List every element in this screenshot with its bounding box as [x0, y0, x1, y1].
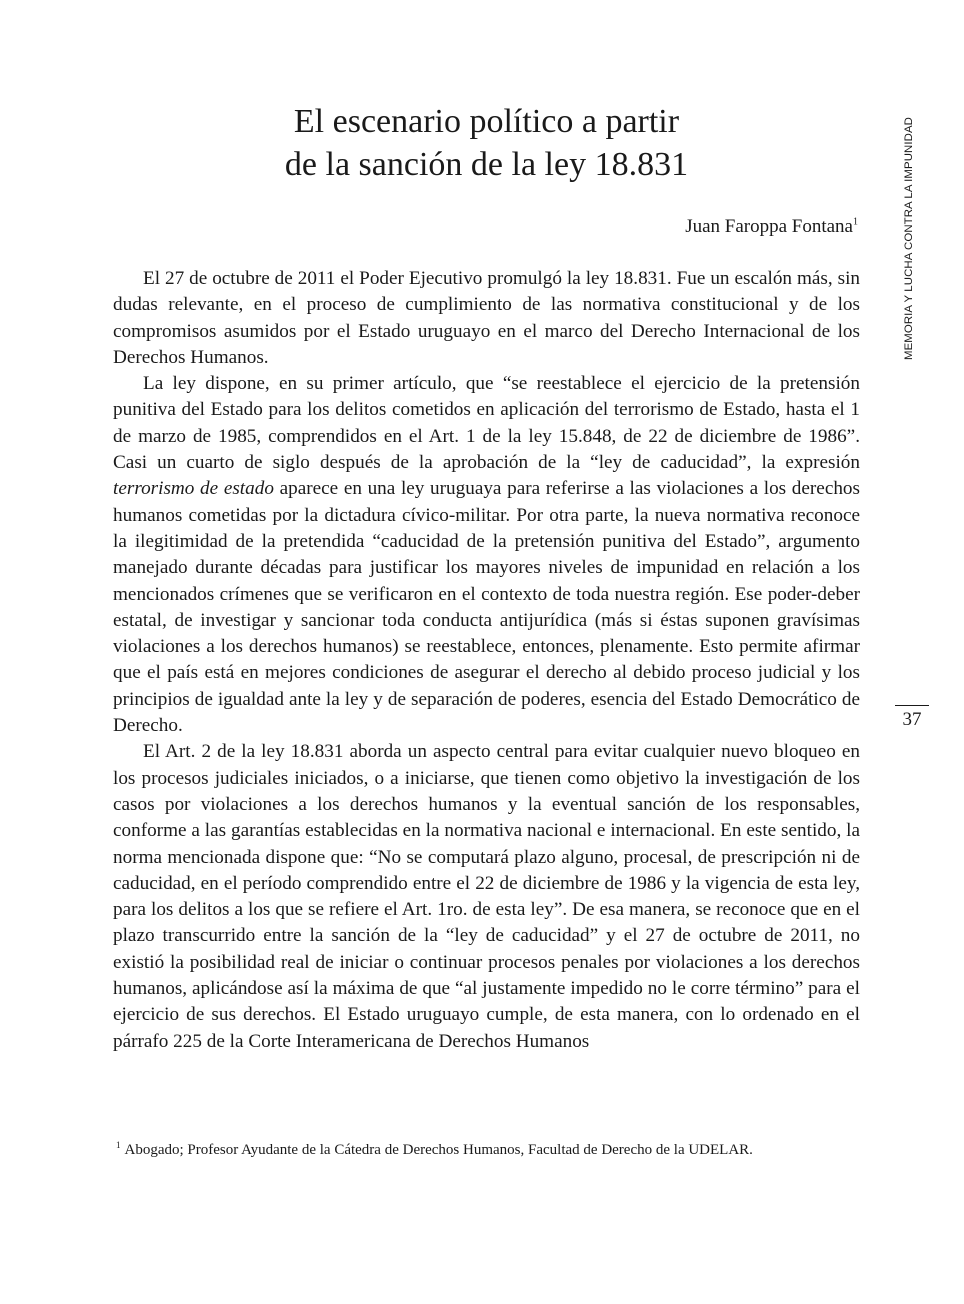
article-body: [113, 266, 860, 1055]
author-byline: [685, 216, 858, 238]
paragraph-1: El 27 de octubre de 2011 el Poder Ejecutivo promulgó la ley 18.831. Fue un escalón más, sin dudas relevante, en el proceso de cumplimiento de las normativa constitucional y de los compromisos asumidos por el Estado uruguayo en el marco del Derecho Internacional de los Derechos Humanos.: [113, 268, 860, 368]
running-title-vertical: MEMORIA Y LUCHA CONTRA LA IMPUNIDAD: [903, 117, 915, 360]
article-title-line-2: de la sanción de la ley 18.831: [284, 146, 689, 183]
footnote-marker: 1: [116, 1140, 121, 1150]
footnote-text: Abogado; Profesor Ayudante de la Cátedra de Derechos Humanos, Facultad de Derecho de la UDELAR.: [124, 1142, 753, 1158]
article-title: [113, 100, 860, 186]
paragraph-3: El Art. 2 de la ley 18.831 aborda un aspecto central para evitar cualquier nuevo bloqueo en los procesos judiciales iniciados, o a iniciarse, que tienen como objetivo la investigación de los casos por violaciones a los derechos humanos y la eventual sanción de los responsables, conforme a las garantías establecidas en la normativa nacional e internacional. En este sentido, la norma mencionada dispone que: “No se computará plazo alguno, procesal, de prescripción ni de caducidad, en el período comprendido entre el 22 de diciembre de 1986 y la vigencia de esta ley, para los delitos a los que se refiere el Art. 1ro. de esta ley”. De esa manera, se reconoce que en el plazo transcurrido entre la sanción de la “ley de caducidad” y el 27 de octubre de 2011, no existió la posibilidad real de iniciar o continuar procesos penales por violaciones a los derechos humanos, aplicándose así la máxima de que “al justamente impedido no le corre término” para el ejercicio de sus derechos. El Estado uruguayo cumple, de esta manera, con lo ordenado en el párrafo 225 de la Corte Interamericana de Derechos Humanos: [113, 741, 860, 1052]
paragraph-2-italic-term: terrorismo de estado: [113, 478, 274, 500]
paragraph-2: [113, 371, 860, 739]
paragraph-2-text-end: aparece en una ley uruguaya para referirse a las violaciones a los derechos humanos cometidas por la dictadura cívico-militar. Por otra parte, la nueva normativa reconoce la ilegitimidad de la pretendida “caducidad de la pretensión punitiva del Estado”, argumento manejado durante décadas para justificar los mayores niveles de impunidad en relación a los mencionados crímenes que se verificaron en el contexto de toda nuestra región. Ese poder-deber estatal, de investigar y sancionar toda conducta antijurídica (más si éstas suponen gravísimas violaciones a los derechos humanos) se reestablece, entonces, plenamente. Esto permite afirmar que el país está en mejores condiciones de asegurar el derecho al debido proceso judicial y los principios de igualdad ante la ley y de separación de poderes, esencia del Estado Democrático de Derecho.: [113, 478, 860, 737]
page-number-rule: [895, 705, 929, 706]
paragraph-2-text-start: La ley dispone, en su primer artículo, que “se reestablece el ejercicio de la pretensión punitiva del Estado para los delitos cometidos en aplicación del terrorismo de Estado, hasta el 1 de marzo de 1985, comprendidos en el Art. 1 de la ley 15.848, de 22 de diciembre de 1986”. Casi un cuarto de siglo después de la aprobación de la “ley de caducidad”, la expresión: [113, 373, 860, 474]
page-number: 37: [902, 709, 922, 730]
footnote: [116, 1140, 753, 1160]
author-footnote-marker[interactable]: 1: [853, 216, 858, 228]
article-title-line-1: El escenario político a partir: [293, 103, 680, 140]
author-name: Juan Faroppa Fontana: [685, 216, 853, 237]
